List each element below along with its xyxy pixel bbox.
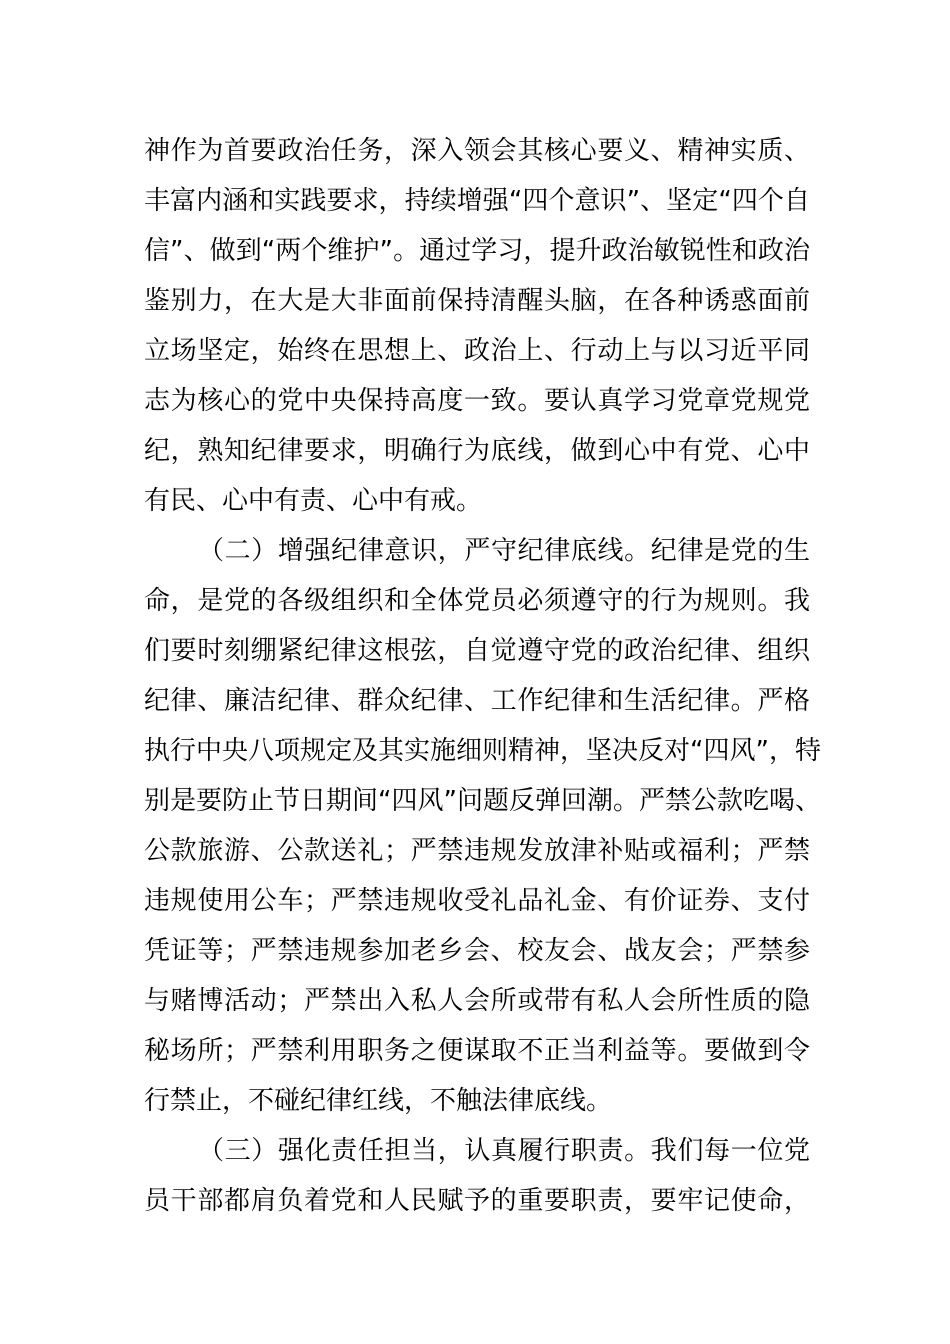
text-line: 行禁止，不碰纪律红线，不触法律底线。 — [144, 1086, 613, 1116]
text-line: 凭证等；严禁违规参加老乡会、校友会、战友会；严禁参 — [144, 936, 810, 966]
text-line: 们要时刻绷紧纪律这根弦，自觉遵守党的政治纪律、组织 — [144, 636, 810, 666]
text-line: 志为核心的党中央保持高度一致。要认真学习党章党规党 — [144, 386, 810, 416]
text-line: 员干部都肩负着党和人民赋予的重要职责，要牢记使命， — [144, 1186, 810, 1216]
paragraph-2 — [144, 526, 821, 1126]
text-line: （三）强化责任担当，认真履行职责。我们每一位党 — [198, 1136, 810, 1166]
text-line: 有民、心中有责、心中有戒。 — [144, 486, 483, 516]
text-line: （二）增强纪律意识，严守纪律底线。纪律是党的生 — [198, 536, 810, 566]
text-line: 执行中央八项规定及其实施细则精神，坚决反对“四风”，特 — [144, 736, 821, 766]
paragraph-1 — [144, 126, 810, 526]
text-line: 立场坚定，始终在思想上、政治上、行动上与以习近平同 — [144, 336, 810, 366]
text-line: 与赌博活动；严禁出入私人会所或带有私人会所性质的隐 — [144, 986, 810, 1016]
text-line: 命，是党的各级组织和全体党员必须遵守的行为规则。我 — [144, 586, 810, 616]
text-line: 违规使用公车；严禁违规收受礼品礼金、有价证券、支付 — [144, 886, 810, 916]
text-line: 信”、做到“两个维护”。通过学习，提升政治敏锐性和政治 — [144, 236, 810, 266]
text-line: 丰富内涵和实践要求，持续增强“四个意识”、坚定“四个自 — [144, 186, 810, 216]
text-line: 公款旅游、公款送礼；严禁违规发放津补贴或福利；严禁 — [144, 836, 810, 866]
document-body — [144, 126, 821, 1226]
paragraph-3 — [144, 1126, 810, 1226]
text-line: 纪，熟知纪律要求，明确行为底线，做到心中有党、心中 — [144, 436, 810, 466]
text-line: 别是要防止节日期间“四风”问题反弹回潮。严禁公款吃喝、 — [144, 786, 821, 816]
text-line: 秘场所；严禁利用职务之便谋取不正当利益等。要做到令 — [144, 1036, 810, 1066]
text-line: 鉴别力，在大是大非面前保持清醒头脑，在各种诱惑面前 — [144, 286, 810, 316]
text-line: 纪律、廉洁纪律、群众纪律、工作纪律和生活纪律。严格 — [144, 686, 810, 716]
text-line: 神作为首要政治任务，深入领会其核心要义、精神实质、 — [144, 136, 810, 166]
